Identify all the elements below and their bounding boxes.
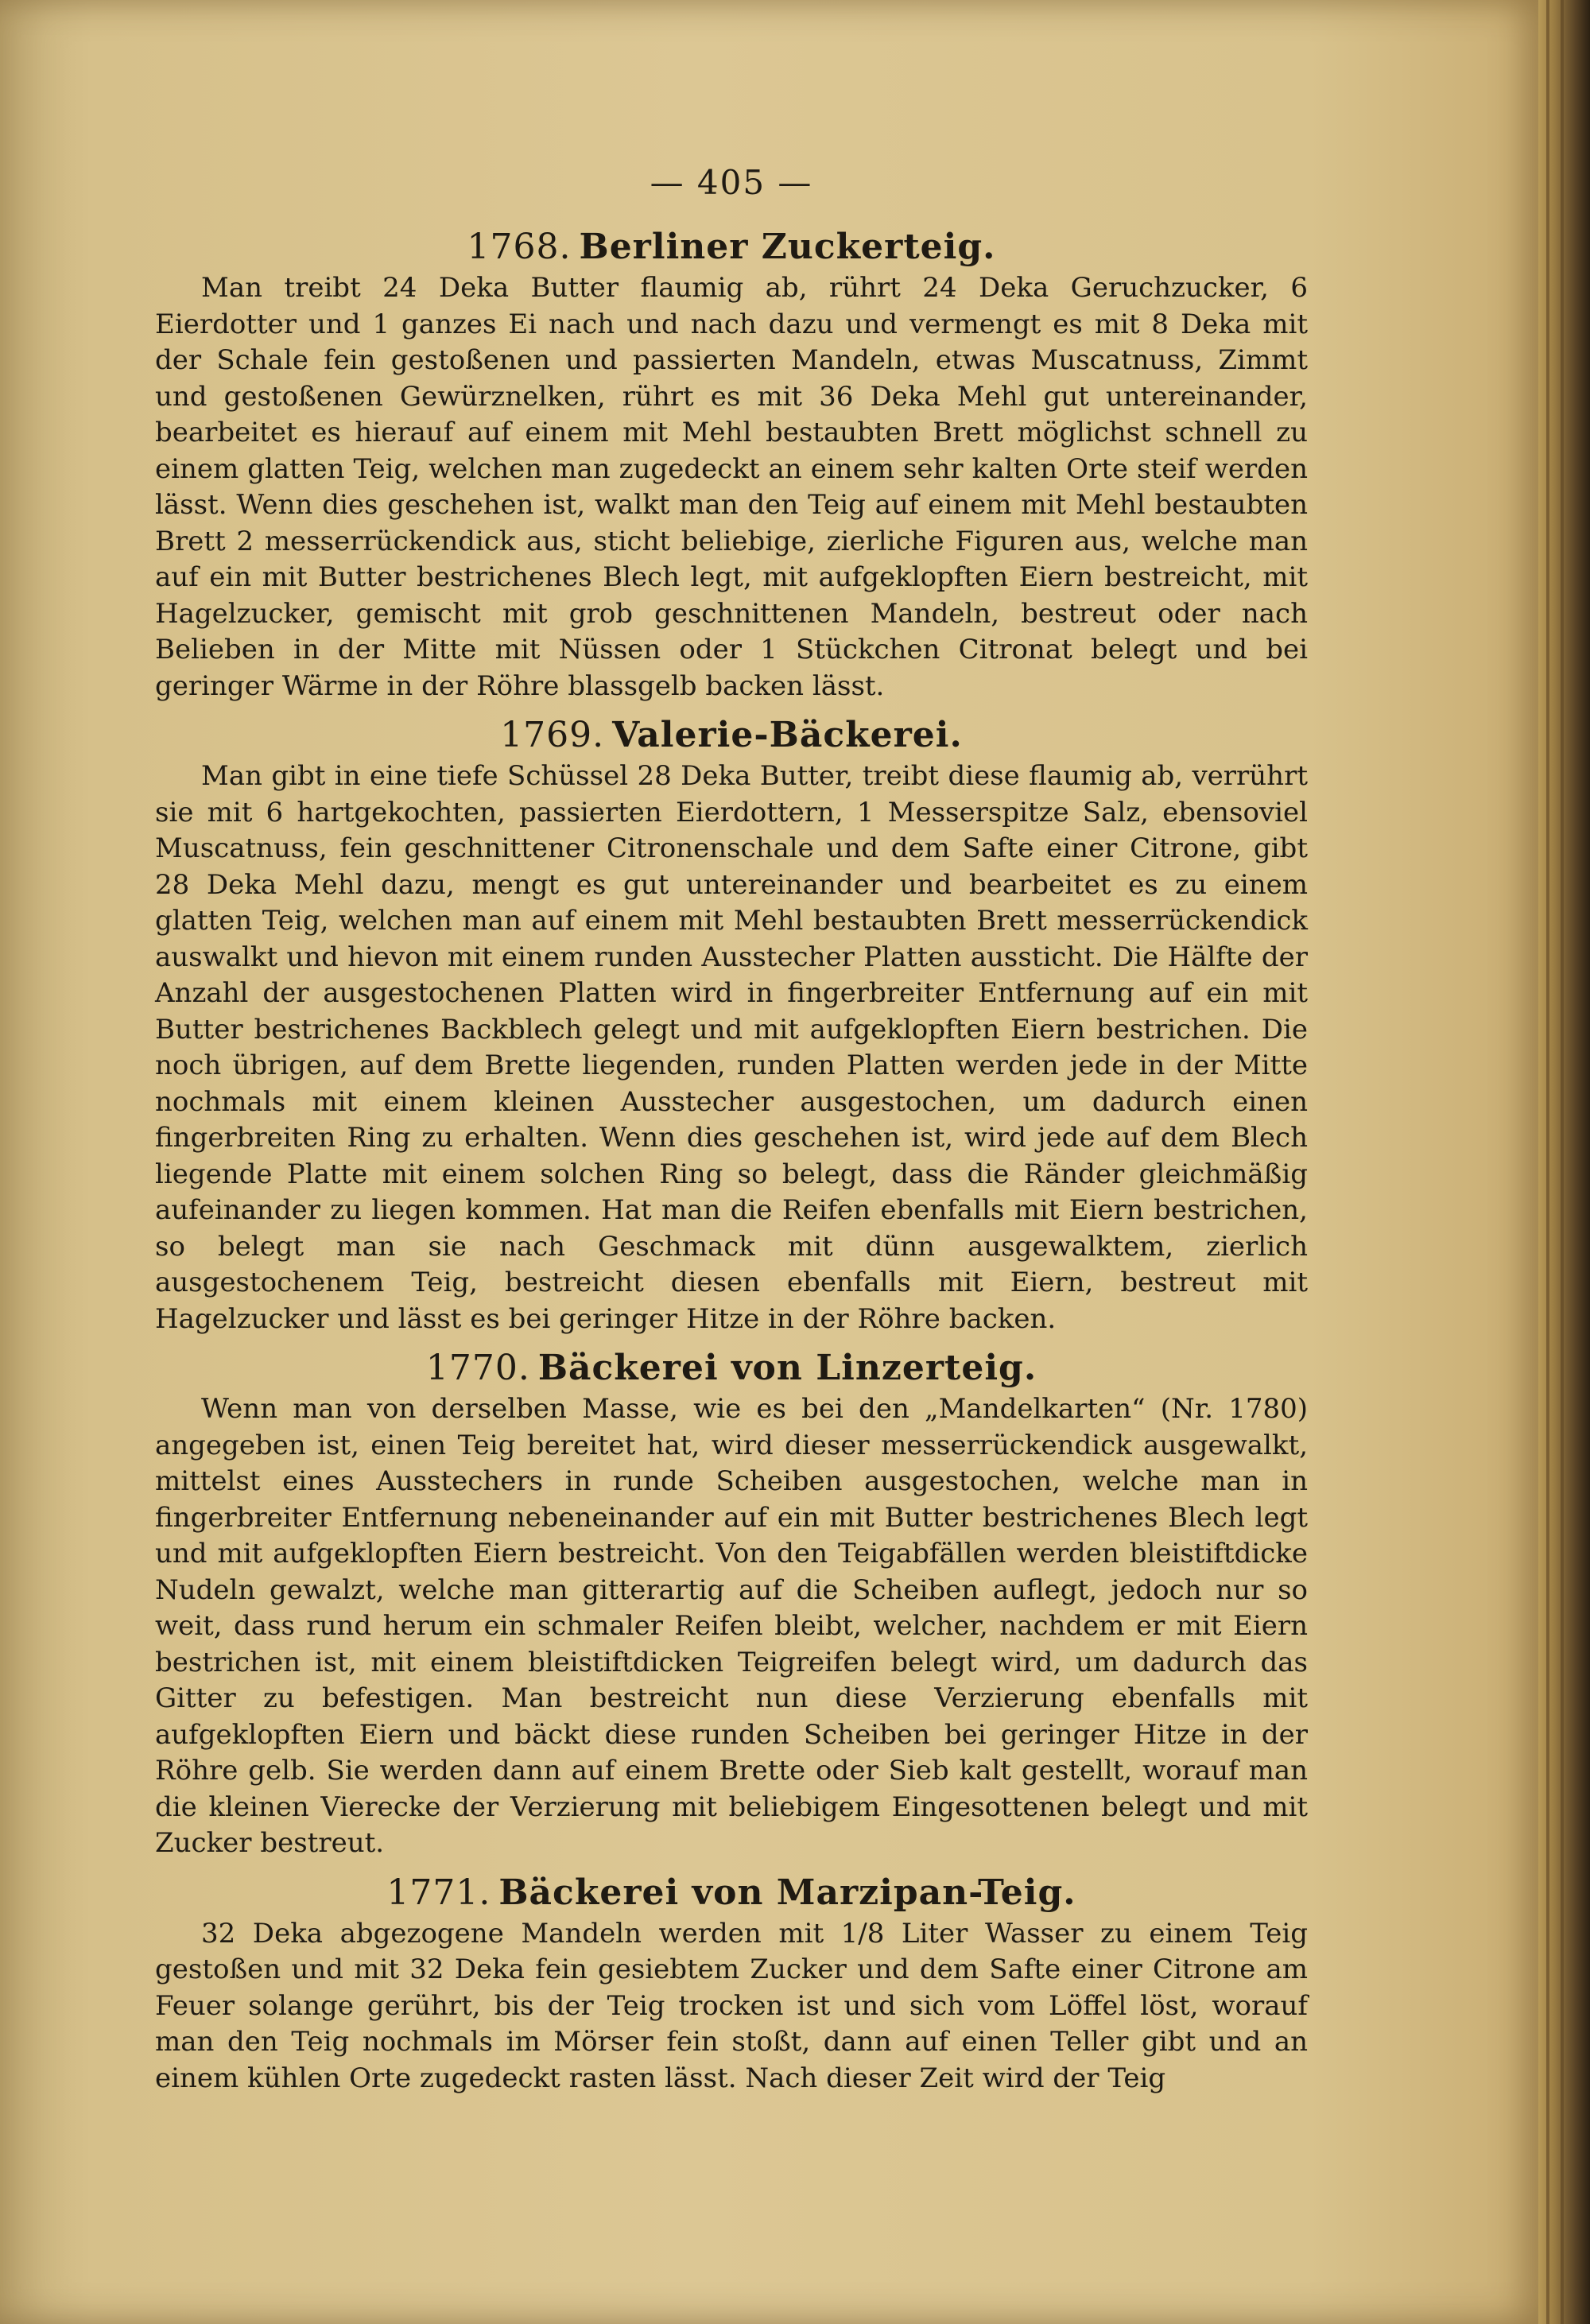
recipe-text-1771: 32 Deka abgezogene Mandeln werden mit 1/8 Liter Wasser zu einem Teig gestoßen und mit 32 Deka fein gesiebtem Zucker und dem Safte einer Citrone am Feuer solange gerührt, bis der Teig trocken ist und sich vom Löffel löst, worauf man den Teig nochmals im Mörser fein stoßt, dann auf einen Teller gibt und an einem kühlen Orte zugedeckt rasten lässt. Nach dieser Zeit wird der Teig <box>155 1917 1308 2094</box>
page-number: — 405 — <box>650 163 813 202</box>
recipe-text-1768: Man treibt 24 Deka Butter flaumig ab, rührt 24 Deka Geruchzucker, 6 Eierdotter und 1 ganzes Ei nach und nach dazu und vermengt es mit 8 Deka mit der Schale fein gestoßenen und passierten Mandeln, etwas Muscatnuss, Zimmt und gestoßenen Gewürznelken, rührt es mit 36 Deka Mehl gut untereinander, bearbeitet es hierauf auf einem mit Mehl bestaubten Brett möglichst schnell zu einem glatten Teig, welchen man zugedeckt an einem sehr kalten Orte steif werden lässt. Wenn dies geschehen ist, walkt man den Teig auf einem mit Mehl bestaubten Brett 2 messerrückendick aus, sticht beliebige, zierliche Figuren aus, welche man auf ein mit Butter bestrichenes Blech legt, mit aufgeklopften Eiern bestreicht, mit Hagelzucker, gemischt mit grob geschnittenen Mandeln, bestreut oder nach Belieben in der Mitte mit Nüssen oder 1 Stückchen Citronat belegt und bei geringer Wärme in der Röhre blassgelb backen lässt. <box>155 272 1308 702</box>
recipe-title: Bäckerei von Linzerteig. <box>537 1348 1037 1388</box>
recipe-number: 1769. <box>500 715 605 755</box>
recipe-number: 1771. <box>386 1872 491 1913</box>
page-content <box>155 159 1308 2105</box>
recipe-title: Berliner Zuckerteig. <box>579 227 996 267</box>
recipe-title: Valerie-Bäckerei. <box>612 715 963 755</box>
recipe-heading-1770 <box>155 1345 1308 1391</box>
page-edge-line <box>1546 0 1549 2324</box>
page-edge <box>1538 0 1590 2324</box>
recipe-number: 1768. <box>467 227 572 267</box>
recipe-heading-1769 <box>155 712 1308 759</box>
recipe-title: Bäckerei von Marzipan-Teig. <box>498 1872 1076 1913</box>
recipe-heading-1771 <box>155 1870 1308 1916</box>
recipe-text-1769: Man gibt in eine tiefe Schüssel 28 Deka Butter, treibt diese flaumig ab, verrührt sie mit 6 hartgekochten, passierten Eierdottern, 1 Messerspitze Salz, ebensoviel Muscatnuss, fein geschnittener Citronenschale und dem Safte einer Citrone, gibt 28 Deka Mehl dazu, mengt es gut untereinander und bearbeitet es zu einem glatten Teig, welchen man auf einem mit Mehl bestaubten Brett messerrückendick auswalkt und hievon mit einem runden Ausstecher Platten aussticht. Die Hälfte der Anzahl der ausgestochenen Platten wird in fingerbreiter Entfernung auf ein mit Butter bestrichenes Backblech gelegt und mit aufgeklopften Eiern bestrichen. Die noch übrigen, auf dem Brette liegenden, runden Platten werden jede in der Mitte nochmals mit einem kleinen Ausstecher ausgestochen, um dadurch einen fingerbreiten Ring zu erhalten. Wenn dies geschehen ist, wird jede auf dem Blech liegende Platte mit einem solchen Ring so belegt, dass die Ränder gleichmäßig aufeinander zu liegen kommen. Hat man die Reifen ebenfalls mit Eiern bestrichen, so belegt man sie nach Geschmack mit dünn ausgewalktem, zierlich ausgestochenem Teig, bestreicht diesen ebenfalls mit Eiern, bestreut mit Hagelzucker und lässt es bei geringer Hitze in der Röhre backen. <box>155 760 1308 1335</box>
page-edge-line <box>1561 0 1564 2324</box>
recipe-text-1770: Wenn man von derselben Masse, wie es bei den „Mandelkarten“ (Nr. 1780) angegeben ist, einen Teig bereitet hat, wird dieser messerrückendick ausgewalkt, mittelst eines Ausstechers in runde Scheiben ausgestochen, welche man in fingerbreiter Entfernung nebeneinander auf ein mit Butter bestrichenes Blech legt und mit aufgeklopften Eiern bestreicht. Von den Teigabfällen werden bleistiftdicke Nudeln gewalzt, welche man gitterartig auf die Scheiben auflegt, jedoch nur so weit, dass rund herum ein schmaler Reifen bleibt, welcher, nachdem er mit Eiern bestrichen ist, mit einem bleistiftdicken Teigreifen belegt wird, um dadurch das Gitter zu befestigen. Man bestreicht nun diese Verzierung ebenfalls mit aufgeklopften Eiern und bäckt diese runden Scheiben bei geringer Hitze in der Röhre gelb. Sie werden dann auf einem Brette oder Sieb kalt gestellt, worauf man die kleinen Vierecke der Verzierung mit beliebigem Eingesottenen belegt und mit Zucker bestreut. <box>155 1393 1308 1859</box>
recipe-heading-1768 <box>155 224 1308 270</box>
recipe-number: 1770. <box>425 1348 530 1388</box>
